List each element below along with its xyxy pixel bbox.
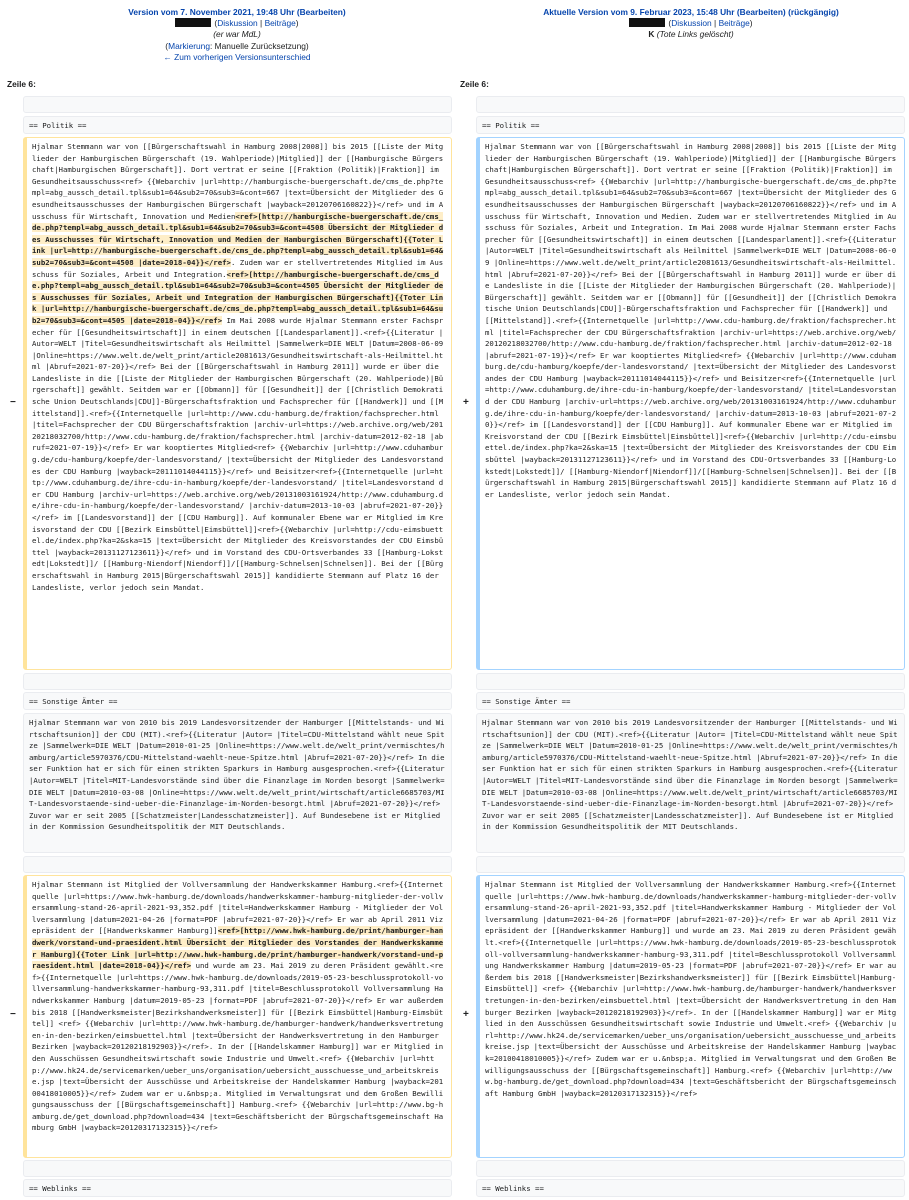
line-number-left: Zeile 6:	[7, 79, 36, 89]
context-heading-politik: == Politik ==	[476, 116, 905, 134]
paren-open: (	[214, 18, 218, 29]
tag-link[interactable]: Markierung	[168, 40, 210, 51]
tag-paren: (	[165, 40, 169, 51]
deleted-paragraph-hwk	[23, 875, 452, 1158]
old-user-contribs-link[interactable]: Beiträge	[264, 18, 296, 29]
old-revision-header	[22, 7, 452, 63]
context-empty-line	[23, 856, 452, 873]
deleted-line-marker: −	[10, 1009, 16, 1020]
new-edit-link[interactable]: (Bearbeiten)	[736, 7, 786, 17]
new-edit-summary: (Tote Links gelöscht)	[656, 29, 734, 40]
tag-text: : Manuelle Zurücksetzung)	[210, 40, 309, 51]
paren-close: )	[749, 18, 753, 29]
line-number-right: Zeile 6:	[460, 79, 489, 89]
redacted-username	[175, 18, 211, 27]
separator: |	[711, 18, 719, 29]
context-empty-line	[476, 96, 905, 113]
old-revision-link[interactable]: Version vom 7. November 2021, 19:48 Uhr	[128, 7, 295, 17]
deleted-inline-highlight: <ref>[http://hamburgische-buergerschaft.de/cms_de.php?templ=abg_aussch_detail.tpl&sub1=64&sub2=70&sub3=&cont=4508 Übersicht der Mitglieder des Ausschusses für Wirtschaft, Innovation und Medien der Hamburgischen Bürgerschaft]{{Toter Link |url=http://hamburgische-buergerschaft.de/cms_de.php?templ=abg_aussch_detail.tpl&sub1=64&sub2=70&sub3=&cont=4508 |date=2018-04}}</ref>	[32, 211, 444, 267]
minor-edit-flag: K	[648, 29, 655, 40]
context-heading-sonstige: == Sonstige Ämter ==	[23, 692, 452, 710]
context-empty-line	[23, 1160, 452, 1177]
previous-diff-link[interactable]: ← Zum vorherigen Versionsunterschied	[163, 51, 311, 62]
paren-open: (	[668, 18, 672, 29]
old-edit-link[interactable]: (Bearbeiten)	[296, 7, 346, 17]
context-paragraph-sonstige: Hjalmar Stemmann war von 2010 bis 2019 Landesvorsitzender der Hamburger [[Mittelstands- und Wirtschaftsunion]] der CDU (MIT).<ref>{{Literatur |Autor= |Titel=CDU-Mittelstand wählt neue Spitze |Sammelwerk=DIE WELT |Datum=2010-01-25 |Online=https://www.welt.de/welt_print/vermischtes/hamburg/article5970376/CDU-Mittelstand-waehlt-neue-Spitze.html |Abruf=2021-07-20}}</ref> In dieser Funktion hat er sich für einen strikten Sparkurs in Hamburg ausgesprochen.<ref>{{Literatur |Autor=WELT |Titel=MIT-Landesvorstände sind über die Finanzlage im Norden besorgt |Sammelwerk=DIE WELT |Datum=2010-03-08 |Online=https://www.welt.de/welt_print/wirtschaft/article6685703/MIT-Landesvorstaende-sind-ueber-die-Finanzlage-im-Norden-besorgt.html |Abruf=2021-07-20}}</ref> Zuvor war er seit 2005 [[Schatzmeister|Landesschatzmeister]]. Auf Bundesebene ist er Mitglied in der Kommission Gesundheitspolitik der MIT Deutschlands.	[476, 713, 905, 853]
new-revision-header	[476, 7, 906, 41]
new-revision-link[interactable]: Aktuelle Version vom 9. Februar 2023, 15:48 Uhr	[543, 7, 735, 17]
deleted-text: Hjalmar Stemmann war von [[Bürgerschaftswahl in Hamburg 2008|2008]] bis 2015 [[Liste der Mitglieder der Hamburgischen Bürgerschaft (19. Wahlperiode)|Mitglied]] der [[Hamburgische Bürgerschaft|Hamburgischen Bürgerschaft]]. Dort vertrat er seine [[Fraktion (Politik)|Fraktion]] im Gesundheitsausschuss<ref> {{Webarchiv |url=http://hamburgische-buergerschaft.de/cms_de.php?templ=abg_aussch_detail.tpl&sub1=64&sub2=70&sub3=&cont=667 |text=Übersicht der Mitglieder des Gesundheitsausschusses der Hamburgischen Bürgerschaft |wayback=20120706160822}}</ref> und im Ausschuss für Wirtschaft, Innovation und Medien<ref>[http://hamburgische-buergerschaft.de/cms_de.php?templ=abg_aussch_detail.tpl&sub1=64&sub2=70&sub3=&cont=4508 Übersicht der Mitglieder des Ausschusses für Wirtschaft, Innovation und Medien der Hamburgischen Bürgerschaft]{{Toter Link |url=http://hamburgische-buergerschaft.de/cms_de.php?templ=abg_aussch_detail.tpl&sub1=64&sub2=70&sub3=&cont=4508 |date=2018-04}}</ref>. Zudem war er stellvertretendes Mitglied im Ausschuss für Soziales, Arbeit und Integration.<ref>[http://hamburgische-buergerschaft.de/cms_de.php?templ=abg_aussch_detail.tpl&sub1=64&sub2=70&sub3=&cont=4505 Übersicht der Mitglieder des Ausschusses für Soziales, Arbeit und Integration der Hamburgischen Bürgerschaft]{{Toter Link |url=http://hamburgische-buergerschaft.de/cms_de.php?templ=abg_aussch_detail.tpl&sub1=64&sub2=70&sub3=&cont=4505 |date=2018-04}}</ref> Im Mai 2008 wurde Hjalmar Stemmann erster Fachsprecher für [[Gesundheitswirtschaft]] in einem deutschen [[Landesparlament]].<ref>{{Literatur |Autor=WELT |Titel=Gesundheitswirtschaft als Heilmittel |Sammelwerk=DIE WELT |Datum=2008-06-09 |Online=https://www.welt.de/welt_print/article2081613/Gesundheitswirtschaft-als-Heilmittel.html |Abruf=2021-07-20}}</ref> Bei der [[Bürgerschaftswahl in Hamburg 2011]] wurde er über die Landesliste in die [[Liste der Mitglieder der Hamburgischen Bürgerschaft (20. Wahlperiode)|Bürgerschaft]] gewählt. Seitdem war er [[Obmann]] für [[Gesundheit]] der [[Christlich Demokratische Union Deutschlands|CDU]]-Bürgerschaftsfraktion und Fachsprecher für [[Handwerk]] und [[Mittelstand]].<ref>{{Internetquelle |url=http://www.cdu-hamburg.de/fraktion/fachsprecher.html |titel=Fachsprecher der CDU Bürgerschaftsfraktion |archiv-url=https://web.archive.org/web/20120218032700/http://www.cdu-hamburg.de/fraktion/fachsprecher.html |archiv-datum=2012-02-18 |abruf=2021-07-19}}</ref> Er war kooptiertes Mitglied<ref> {{Webarchiv |url=http://www.cduhamburg.de/cdu-hamburg/koepfe/der-landesvorstand/ |text=Übersicht der Mitglieder des Landesvorstandes der CDU Hamburg |wayback=20111014044115}}</ref> und Beisitzer<ref>{{Internetquelle |url=http://www.cduhamburg.de/ihre-cdu-in-hamburg/koepfe/der-landesvorstand/ |titel=Landesvorstand der CDU Hamburg |archiv-url=https://web.archive.org/web/20131003161924/http://www.cduhamburg.de/ihre-cdu-in-hamburg/koepfe/der-landesvorstand/ |archiv-datum=2013-10-03 |abruf=2021-07-20}}</ref> im [[Landesvorstand]] der [[CDU Hamburg]]. Auf kommunaler Ebene war er Mitglied im Kreisvorstand der CDU [[Bezirk Eimsbüttel|Eimsbüttel]]<ref>{{Webarchiv |url=http://cdu-eimsbuettel.de/index.php?ka=2&ska=15 |text=Übersicht der Mitglieder des Kreisvorstandes der CDU Eimsbüttel |wayback=20131127123611}}</ref> und im Vorstand des CDU-Ortsverbandes 33 [[Hamburg-Lokstedt|Lokstedt]]/ [[Hamburg-Niendorf|Niendorf]]/[[Hamburg-Schnelsen|Schnelsen]]. Bei der [[Bürgerschaftswahl in Hamburg 2015|Bürgerschaftswahl 2015]] kandidierte Stemmann auf Platz 16 der Landesliste, verlor jedoch sein Mandat.	[32, 142, 448, 592]
context-empty-line	[476, 856, 905, 873]
added-line-marker: +	[463, 1009, 469, 1020]
new-user-contribs-link[interactable]: Beiträge	[718, 18, 750, 29]
new-user-discussion-link[interactable]: Diskussion	[671, 18, 712, 29]
deleted-inline-highlight: <ref>[http://www.hwk-hamburg.de/print/hamburger-handwerk/vorstand-und-praesident.html Übersicht der Mitglieder des Vorstandes der Handwerkskammer Hamburg]{{Toter Link |url=http://www.hwk-hamburg.de/print/hamburger-handwerk/vorstand-und-praesident.html |date=2018-04}}</ref>	[32, 926, 444, 971]
deleted-paragraph-politik	[23, 137, 452, 670]
added-text: Hjalmar Stemmann ist Mitglied der Vollversammlung der Handwerkskammer Hamburg.<ref>{{Internetquelle |url=https://www.hwk-hamburg.de/downloads/handwerkskammer-hamburg-mitglieder-der-vollversammlung-stand-26-april-2021-93,352.pdf |titel=Handwerkskammer Hamburg - Mitglieder der Vollversammlung |datum=2021-04-26 |format=PDF |abruf=2021-07-20}}</ref> Er war ab April 2011 Vizepräsident der [[Handwerkskammer Hamburg]] und wurde am 23. Mai 2019 zu deren Präsident gewählt.<ref>{{Internetquelle |url=https://www.hwk-hamburg.de/downloads/2019-05-23-beschlussprotokoll-vollversammlung-handwerkskammer-hamburg-93,311.pdf |titel=Beschlussprotokoll Vollversammlung Handwerkskammer Hamburg |datum=2019-05-23 |format=PDF |abruf=2021-07-20}}</ref> Er war außerdem bis 2018 [[Handwerksmeister|Bezirkshandwerksmeister]] für [[Bezirk Eimsbüttel|Hamburg-Eimsbüttel]] <ref> {{Webarchiv |url=http://www.hwk-hamburg.de/hamburger-handwerk/handwerksvertretungen-in-den-bezirken/eimsbuettel.html |text=Übersicht der Handwerksvertretung in den Hamburger Bezirken |wayback=20120218192903}}</ref>. In der [[Handelskammer Hamburg]] war er Mitglied in den Ausschüssen Gesundheitswirtschaft sowie Industrie und Umwelt.<ref> {{Webarchiv |url=http://www.hk24.de/servicemarken/ueber_uns/organisation/uebersicht_ausschuesse_und_arbeitskreise.jsp |text=Übersicht der Ausschüsse und Arbeitskreise der Handelskammer Hamburg |wayback=20100418010005}}</ref> Zudem war er u.&nbsp;a. Mitglied im Verwaltungsrat und dem Großen Bewilligungsausschuss der [[Bürgschaftsgemeinschaft]] Hamburg.<ref> {{Webarchiv |url=http://www.bg-hamburg.de/get_download.php?download=434 |text=Geschäftsbericht der Bürgschaftsgemeinschaft Hamburg GmbH |wayback=20120317132315}}</ref>	[485, 880, 897, 1098]
added-paragraph-politik	[476, 137, 905, 670]
context-paragraph-sonstige: Hjalmar Stemmann war von 2010 bis 2019 Landesvorsitzender der Hamburger [[Mittelstands- und Wirtschaftsunion]] der CDU (MIT).<ref>{{Literatur |Autor= |Titel=CDU-Mittelstand wählt neue Spitze |Sammelwerk=DIE WELT |Datum=2010-01-25 |Online=https://www.welt.de/welt_print/vermischtes/hamburg/article5970376/CDU-Mittelstand-waehlt-neue-Spitze.html |Abruf=2021-07-20}}</ref> In dieser Funktion hat er sich für einen strikten Sparkurs in Hamburg ausgesprochen.<ref>{{Literatur |Autor=WELT |Titel=MIT-Landesvorstände sind über die Finanzlage im Norden besorgt |Sammelwerk=DIE WELT |Datum=2010-03-08 |Online=https://www.welt.de/welt_print/wirtschaft/article6685703/MIT-Landesvorstaende-sind-ueber-die-Finanzlage-im-Norden-besorgt.html |Abruf=2021-07-20}}</ref> Zuvor war er seit 2005 [[Schatzmeister|Landesschatzmeister]]. Auf Bundesebene ist er Mitglied in der Kommission Gesundheitspolitik der MIT Deutschlands.	[23, 713, 452, 853]
context-empty-line	[476, 1160, 905, 1177]
context-empty-line	[23, 96, 452, 113]
old-user-discussion-link[interactable]: Diskussion	[217, 18, 258, 29]
deleted-line-marker: −	[10, 397, 16, 408]
context-heading-weblinks: == Weblinks ==	[23, 1179, 452, 1197]
context-heading-weblinks: == Weblinks ==	[476, 1179, 905, 1197]
paren-close: )	[295, 18, 299, 29]
deleted-inline-highlight: <ref>[http://hamburgische-buergerschaft.de/cms_de.php?templ=abg_aussch_detail.tpl&sub1=64&sub2=70&sub3=&cont=4505 Übersicht der Mitglieder des Ausschusses für Soziales, Arbeit und Integration der Hamburgischen Bürgerschaft]{{Toter Link |url=http://hamburgische-buergerschaft.de/cms_de.php?templ=abg_aussch_detail.tpl&sub1=64&sub2=70&sub3=&cont=4505 |date=2018-04}}</ref>	[32, 269, 444, 325]
undo-link[interactable]: (rückgängig)	[788, 7, 839, 17]
context-empty-line	[476, 673, 905, 690]
context-heading-politik: == Politik ==	[23, 116, 452, 134]
context-empty-line	[23, 673, 452, 690]
deleted-text: Hjalmar Stemmann ist Mitglied der Vollversammlung der Handwerkskammer Hamburg.<ref>{{Internetquelle |url=https://www.hwk-hamburg.de/downloads/handwerkskammer-hamburg-mitglieder-der-vollversammlung-stand-26-april-2021-93,352.pdf |titel=Handwerkskammer Hamburg - Mitglieder der Vollversammlung |datum=2021-04-26 |format=PDF |abruf=2021-07-20}}</ref> Er war ab April 2011 Vizepräsident der [[Handwerkskammer Hamburg]]<ref>[http://www.hwk-hamburg.de/print/hamburger-handwerk/vorstand-und-praesident.html Übersicht der Mitglieder des Vorstandes der Handwerkskammer Hamburg]{{Toter Link |url=http://www.hwk-hamburg.de/print/hamburger-handwerk/vorstand-und-praesident.html |date=2018-04}}</ref> und wurde am 23. Mai 2019 zu deren Präsident gewählt.<ref>{{Internetquelle |url=https://www.hwk-hamburg.de/downloads/2019-05-23-beschlussprotokoll-vollversammlung-handwerkskammer-hamburg-93,311.pdf |titel=Beschlussprotokoll Vollversammlung Handwerkskammer Hamburg |datum=2019-05-23 |format=PDF |abruf=2021-07-20}}</ref> Er war außerdem bis 2018 [[Handwerksmeister|Bezirkshandwerksmeister]] für [[Bezirk Eimsbüttel|Hamburg-Eimsbüttel]] <ref> {{Webarchiv |url=http://www.hwk-hamburg.de/hamburger-handwerk/handwerksvertretungen-in-den-bezirken/eimsbuettel.html |text=Übersicht der Handwerksvertretung in den Hamburger Bezirken |wayback=20120218192903}}</ref>. In der [[Handelskammer Hamburg]] war er Mitglied in den Ausschüssen Gesundheitswirtschaft sowie Industrie und Umwelt.<ref> {{Webarchiv |url=http://www.hk24.de/servicemarken/ueber_uns/organisation/uebersicht_ausschuesse_und_arbeitskreise.jsp |text=Übersicht der Ausschüsse und Arbeitskreise der Handelskammer Hamburg |wayback=20100418010005}}</ref> Zudem war er u.&nbsp;a. Mitglied im Verwaltungsrat und dem Großen Bewilligungsausschuss der [[Bürgschaftsgemeinschaft]] Hamburg.<ref> {{Webarchiv |url=http://www.bg-hamburg.de/get_download.php?download=434 |text=Geschäftsbericht der Bürgschaftsgemeinschaft Hamburg GmbH |wayback=20120317132315}}</ref>	[32, 880, 448, 1133]
added-line-marker: +	[463, 397, 469, 408]
old-edit-summary: (er war MdL)	[213, 29, 261, 40]
added-paragraph-hwk	[476, 875, 905, 1158]
added-text: Hjalmar Stemmann war von [[Bürgerschaftswahl in Hamburg 2008|2008]] bis 2015 [[Liste der Mitglieder der Hamburgischen Bürgerschaft (19. Wahlperiode)|Mitglied]] der [[Hamburgische Bürgerschaft|Hamburgischen Bürgerschaft]]. Dort vertrat er seine [[Fraktion (Politik)|Fraktion]] im Gesundheitsausschuss<ref> {{Webarchiv |url=http://hamburgische-buergerschaft.de/cms_de.php?templ=abg_aussch_detail.tpl&sub1=64&sub2=70&sub3=&cont=667 |text=Übersicht der Mitglieder des Gesundheitsausschusses der Hamburgischen Bürgerschaft |wayback=20120706160822}}</ref> und im Ausschuss für Wirtschaft, Innovation und Medien. Zudem war er stellvertretendes Mitglied im Ausschuss für Soziales, Arbeit und Integration. Im Mai 2008 wurde Hjalmar Stemmann erster Fachsprecher für [[Gesundheitswirtschaft]] in einem deutschen [[Landesparlament]].<ref>{{Literatur |Autor=WELT |Titel=Gesundheitswirtschaft als Heilmittel |Sammelwerk=DIE WELT |Datum=2008-06-09 |Online=https://www.welt.de/welt_print/article2081613/Gesundheitswirtschaft-als-Heilmittel.html |Abruf=2021-07-20}}</ref> Bei der [[Bürgerschaftswahl in Hamburg 2011]] wurde er über die Landesliste in die [[Liste der Mitglieder der Hamburgischen Bürgerschaft (20. Wahlperiode)|Bürgerschaft]] gewählt. Seitdem war er [[Obmann]] für [[Gesundheit]] der [[Christlich Demokratische Union Deutschlands|CDU]]-Bürgerschaftsfraktion und Fachsprecher für [[Handwerk]] und [[Mittelstand]].<ref>{{Internetquelle |url=http://www.cdu-hamburg.de/fraktion/fachsprecher.html |titel=Fachsprecher der CDU Bürgerschaftsfraktion |archiv-url=https://web.archive.org/web/20120218032700/http://www.cdu-hamburg.de/fraktion/fachsprecher.html |archiv-datum=2012-02-18 |abruf=2021-07-19}}</ref> Er war kooptiertes Mitglied<ref> {{Webarchiv |url=http://www.cduhamburg.de/cdu-hamburg/koepfe/der-landesvorstand/ |text=Übersicht der Mitglieder des Landesvorstandes der CDU Hamburg |wayback=20111014044115}}</ref> und Beisitzer<ref>{{Internetquelle |url=http://www.cduhamburg.de/ihre-cdu-in-hamburg/koepfe/der-landesvorstand/ |titel=Landesvorstand der CDU Hamburg |archiv-url=https://web.archive.org/web/20131003161924/http://www.cduhamburg.de/ihre-cdu-in-hamburg/koepfe/der-landesvorstand/ |archiv-datum=2013-10-03 |abruf=2021-07-20}}</ref> im [[Landesvorstand]] der [[CDU Hamburg]]. Auf kommunaler Ebene war er Mitglied im Kreisvorstand der CDU [[Bezirk Eimsbüttel|Eimsbüttel]]<ref>{{Webarchiv |url=http://cdu-eimsbuettel.de/index.php?ka=2&ska=15 |text=Übersicht der Mitglieder des Kreisvorstandes der CDU Eimsbüttel |wayback=20131127123611}}</ref> und im Vorstand des CDU-Ortsverbandes 33 [[Hamburg-Lokstedt|Lokstedt]]/ [[Hamburg-Niendorf|Niendorf]]/[[Hamburg-Schnelsen|Schnelsen]]. Bei der [[Bürgerschaftswahl in Hamburg 2015|Bürgerschaftswahl 2015]] kandidierte Stemmann auf Platz 16 der Landesliste, verlor jedoch sein Mandat.	[485, 142, 901, 499]
separator: |	[257, 18, 265, 29]
redacted-username	[629, 18, 665, 27]
context-heading-sonstige: == Sonstige Ämter ==	[476, 692, 905, 710]
